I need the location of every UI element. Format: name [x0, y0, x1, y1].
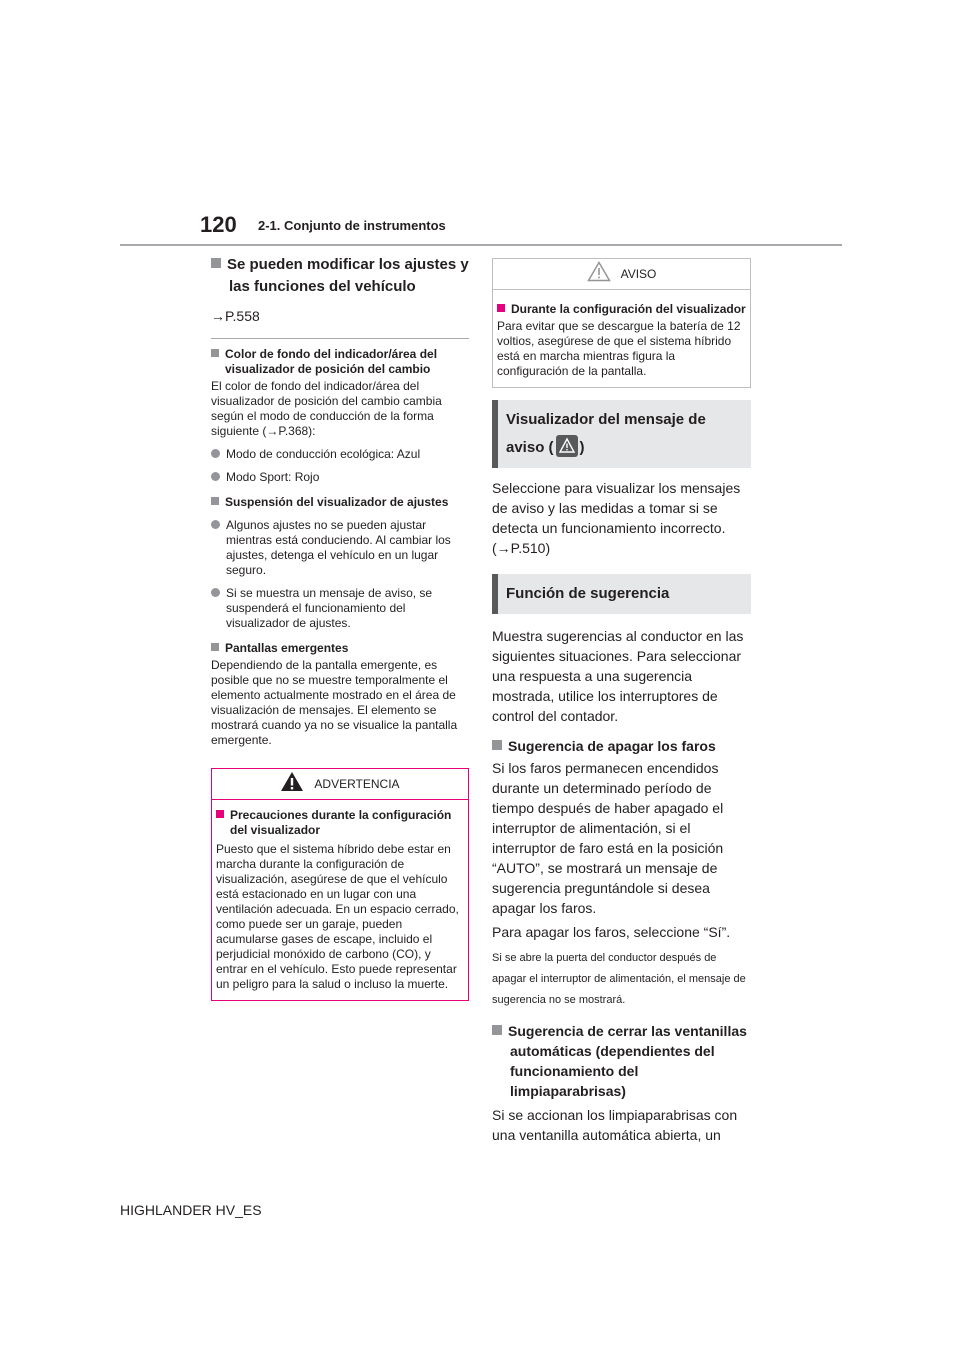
- caution-triangle-icon: [587, 261, 611, 282]
- square-bullet-icon: [211, 258, 221, 268]
- paragraph-windows: Si se accionan los limpiaparabrisas con una ventanilla automática abierta, un: [492, 1107, 738, 1143]
- notice-header: [493, 259, 750, 290]
- notice-text: Para evitar que se descargue la batería de 12 voltios, asegúrese de que el sistema híbrido está en marcha mientras figura la configuración de la pantalla.: [497, 319, 741, 378]
- notice-body: [493, 290, 750, 387]
- circle-bullet-icon: [211, 520, 220, 529]
- paragraph-headlights: Si los faros permanecen encendidos durante un determinado período de tiempo después de haber apagado el interruptor de alimentación, si el interruptor de faro está en la posición “AUTO”, se mostrará un mensaje de sugerencia preguntándole si desea apagar los faros.: [492, 760, 724, 916]
- subheading-background-color: Color de fondo del indicador/área del visualizador de posición del cambio: [211, 347, 469, 377]
- band-title: Visualizador del mensaje de: [506, 411, 706, 428]
- warning-text: Puesto que el sistema híbrido debe estar en marcha durante la configuración de visualización, asegúrese de que el vehículo está estacionado en un lugar con una ventilación adecuada. En un espacio cerrado, como puede ser un garaje, pueden acumularse gases de escape, incluido el perjudicial monóxido de carbono (CO), y entrar en el vehículo. Esto puede representar un peligro para la salud o incluso la muerte.: [216, 842, 459, 991]
- paragraph-warning-messages: Seleccione para visualizar los mensajes de aviso y las medidas a tomar si se detecta un funcionamiento incorrecto.: [492, 480, 741, 536]
- note-driver-door: Si se abre la puerta del conductor después de apagar el interruptor de alimentación, el mensaje de sugerencia no se mostrará.: [492, 952, 746, 1006]
- heading-windows: Sugerencia de cerrar las ventanillas automáticas (dependientes del funcionamiento del limpiaparabrisas): [492, 1021, 751, 1101]
- square-bullet-icon: [211, 349, 219, 357]
- footer-model: HIGHLANDER HV_ES: [120, 1202, 262, 1218]
- circle-bullet-icon: [211, 588, 220, 597]
- reference-p558: →P.558: [211, 308, 260, 324]
- square-bullet-icon: [497, 304, 505, 312]
- square-bullet-icon: [492, 740, 502, 750]
- warning-body: [212, 800, 468, 1000]
- square-bullet-icon: [211, 643, 219, 651]
- subheading-suspension: Suspensión del visualizador de ajustes: [211, 495, 469, 510]
- band-title-line2: aviso ( ): [506, 434, 743, 462]
- square-bullet-icon: [492, 1025, 502, 1035]
- notice-label: AVISO: [620, 267, 657, 281]
- circle-bullet-icon: [211, 472, 220, 481]
- list-item: Si se muestra un mensaje de aviso, se suspenderá el funcionamiento del visualizador de ajustes.: [211, 586, 469, 631]
- paragraph-popups: Dependiendo de la pantalla emergente, es posible que no se muestre temporalmente el elemento actualmente mostrado en el área de visualización de mensajes. El elemento se mostrará cuando ya no se visualice la pantalla emergente.: [211, 658, 458, 747]
- warning-box: [211, 768, 469, 1001]
- subheading-popups: Pantallas emergentes: [211, 641, 469, 656]
- notice-title: Durante la configuración del visualizador: [497, 302, 746, 317]
- section-title: 2-1. Conjunto de instrumentos: [258, 218, 446, 233]
- divider: [211, 338, 469, 339]
- paragraph-background-color: El color de fondo del indicador/área del visualizador de posición del cambio cambia según el modo de conducción de la forma siguiente (→P.368):: [211, 379, 442, 438]
- list-item: Modo Sport: Rojo: [211, 470, 469, 485]
- header-rule: [120, 244, 842, 246]
- warning-display-icon: [556, 435, 578, 457]
- band-title: Función de sugerencia: [506, 585, 670, 602]
- warning-label: ADVERTENCIA: [314, 777, 400, 791]
- circle-bullet-icon: [211, 449, 220, 458]
- section-band-warning-messages: [492, 400, 751, 468]
- reference-p510: (→P.510): [492, 540, 551, 556]
- list-item: Modo de conducción ecológica: Azul: [211, 447, 469, 462]
- square-bullet-icon: [216, 810, 224, 818]
- warning-triangle-icon: [280, 771, 304, 792]
- notice-box: [492, 258, 751, 388]
- heading-headlights: Sugerencia de apagar los faros: [492, 736, 751, 756]
- left-column: [211, 254, 469, 1001]
- paragraph-turn-off: Para apagar los faros, seleccione “Sí”.: [492, 924, 731, 940]
- section-band-suggestion: [492, 574, 751, 614]
- page-number: 120: [200, 212, 237, 237]
- right-column: [492, 258, 751, 1145]
- warning-title: Precauciones durante la configuración del visualizador: [216, 808, 464, 838]
- square-bullet-icon: [211, 497, 219, 505]
- heading-settings: Se pueden modificar los ajustes y las funciones del vehículo: [211, 254, 469, 298]
- paragraph-suggestion: Muestra sugerencias al conductor en las siguientes situaciones. Para seleccionar una respuesta a una sugerencia mostrada, utilice los interruptores de control del contador.: [492, 628, 744, 724]
- list-item: Algunos ajustes no se pueden ajustar mientras está conduciendo. Al cambiar los ajustes, detenga el vehículo en un lugar seguro.: [211, 518, 469, 578]
- warning-header: [212, 769, 468, 800]
